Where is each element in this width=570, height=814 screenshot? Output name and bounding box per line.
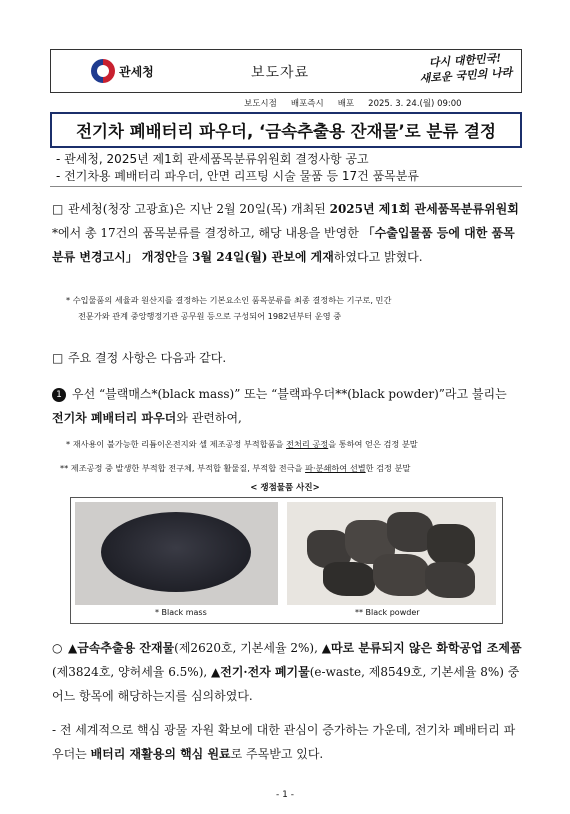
agency-logo	[91, 59, 154, 83]
p1-text-g: 하였다고 밝혔다.	[333, 250, 423, 264]
bullet-circle: ○	[52, 641, 63, 655]
release-time-label: 보도시점	[244, 99, 277, 109]
black-mass-bag-image	[101, 512, 251, 592]
page-title: 전기차 폐배터리 파우더, ‘금속추출용 잔재물’로 분류 결정	[76, 122, 496, 141]
slogan	[412, 49, 519, 86]
bullet-square: □	[52, 351, 64, 365]
p4-option-2: ▲따로 분류되지 않은 화학공업 조제품	[321, 641, 522, 655]
p4-option-1-detail: (제2620호, 기본세율 2%),	[174, 641, 322, 655]
release-info	[244, 97, 462, 109]
footnote-1a: * 수입물품의 세율과 원산지를 결정하는 기본요소인 품목분류를 최종 결정하는 기구로, 민간	[66, 295, 392, 305]
black-powder-label: ** Black powder	[355, 608, 420, 617]
rock-shape	[373, 554, 429, 596]
black-powder-photo	[287, 502, 496, 605]
p4-option-1: ▲금속추출용 잔재물	[68, 641, 175, 655]
page-number: - 1 -	[276, 790, 294, 800]
paragraph-1	[52, 197, 522, 269]
rock-shape	[323, 562, 375, 596]
distribution-value: 2025. 3. 24.(월) 09:00	[368, 99, 462, 109]
divider	[50, 186, 522, 187]
p4-option-3-detail: (e-waste, 제8549호, 기본세율 8%) 중 어느 항목에 해당하는지를 심의하였다.	[52, 665, 520, 703]
p3-text-a: 우선 “블랙매스*(black mass)” 또는 “블랙파우더**(black powder)”라고 불리는	[72, 387, 507, 401]
p5-key-material: 배터리 재활용의 핵심 원료	[90, 747, 231, 761]
title-box	[50, 112, 522, 148]
note2-c: 을 통하여 얻은 검정 분말	[328, 439, 418, 449]
slogan-line-2: 새로운 국민의 나라	[419, 65, 513, 86]
p1-text-c: *에서 총 17건의 품목분류를 결정하고, 해당 내용을 반영한	[52, 226, 363, 240]
p1-text-e: 을	[176, 250, 193, 264]
bullet-square: □	[52, 202, 64, 216]
paragraph-4	[52, 636, 522, 708]
black-mass-label: * Black mass	[155, 608, 207, 617]
photo-caption: < 쟁점물품 사진>	[250, 483, 320, 493]
p4-option-2-detail: (제3824호, 양허세율 6.5%),	[52, 665, 212, 679]
distribution-label: 배포	[337, 99, 355, 109]
release-time-value: 배포즉시	[290, 99, 324, 109]
footnote-1b: 전문가와 관계 중앙행정기관 공무원 등으로 구성되어 1982년부터 운영 중	[78, 311, 342, 321]
slogan-line-1: 다시 대한민국!	[428, 51, 502, 70]
p1-gazette: 3월 24일(월) 관보에 게재	[192, 250, 334, 264]
paragraph-5	[52, 718, 522, 766]
p3-text-c: 와 관련하여,	[176, 411, 242, 425]
p1-notice: 「수출입물품 등에 대한 품목분류 변경고시」 개정안	[52, 226, 515, 264]
agency-name: 관세청	[119, 64, 154, 79]
document-type: 보도자료	[251, 65, 310, 81]
note2-b: 전처리 공정	[286, 439, 329, 449]
rock-shape	[427, 524, 475, 566]
subtitle-1: - 관세청, 2025년 제1회 관세품목분류위원회 결정사항 공고	[56, 152, 369, 166]
p1-committee: 2025년 제1회 관세품목분류위원회	[329, 202, 519, 216]
photo-panel	[70, 497, 503, 624]
paragraph-2	[52, 346, 522, 370]
footnote-3	[60, 460, 410, 477]
black-mass-photo	[75, 502, 278, 605]
rock-shape	[425, 562, 475, 598]
paragraph-3	[52, 382, 522, 430]
number-badge: 1	[52, 388, 66, 402]
footnote-2	[66, 436, 418, 453]
p1-text-a: 관세청(청장 고광효)은 지난 2월 20일(목) 개최된	[68, 202, 330, 216]
note3-a: ** 제조공정 중 발생한 부적합 전구체, 부적합 활물질, 부적합 전극을	[60, 463, 306, 473]
p4-option-3: ▲전기·전자 폐기물	[211, 665, 310, 679]
taegeuk-emblem-icon	[91, 59, 115, 83]
note3-b: 파·분쇄하여 선별	[305, 463, 366, 473]
subtitle-2: - 전기차용 폐배터리 파우더, 안면 리프팅 시술 물품 등 17건 품목분류	[56, 169, 419, 183]
p2-text: 주요 결정 사항은 다음과 같다.	[68, 351, 227, 365]
note3-c: 한 검정 분말	[365, 463, 411, 473]
note2-a: * 재사용이 불가능한 리튬이온전지와 셀 제조공정 부적합품을	[66, 439, 287, 449]
p5-text-a: - 전 세계적으로 핵심 광물 자원 확보에 대한 관심이 증가하는 가운데, 전기차 폐배터리 파우더는	[52, 723, 516, 761]
p5-text-c: 로 주목받고 있다.	[230, 747, 324, 761]
p3-subject: 전기차 폐배터리 파우더	[52, 411, 177, 425]
header-box	[50, 49, 522, 93]
